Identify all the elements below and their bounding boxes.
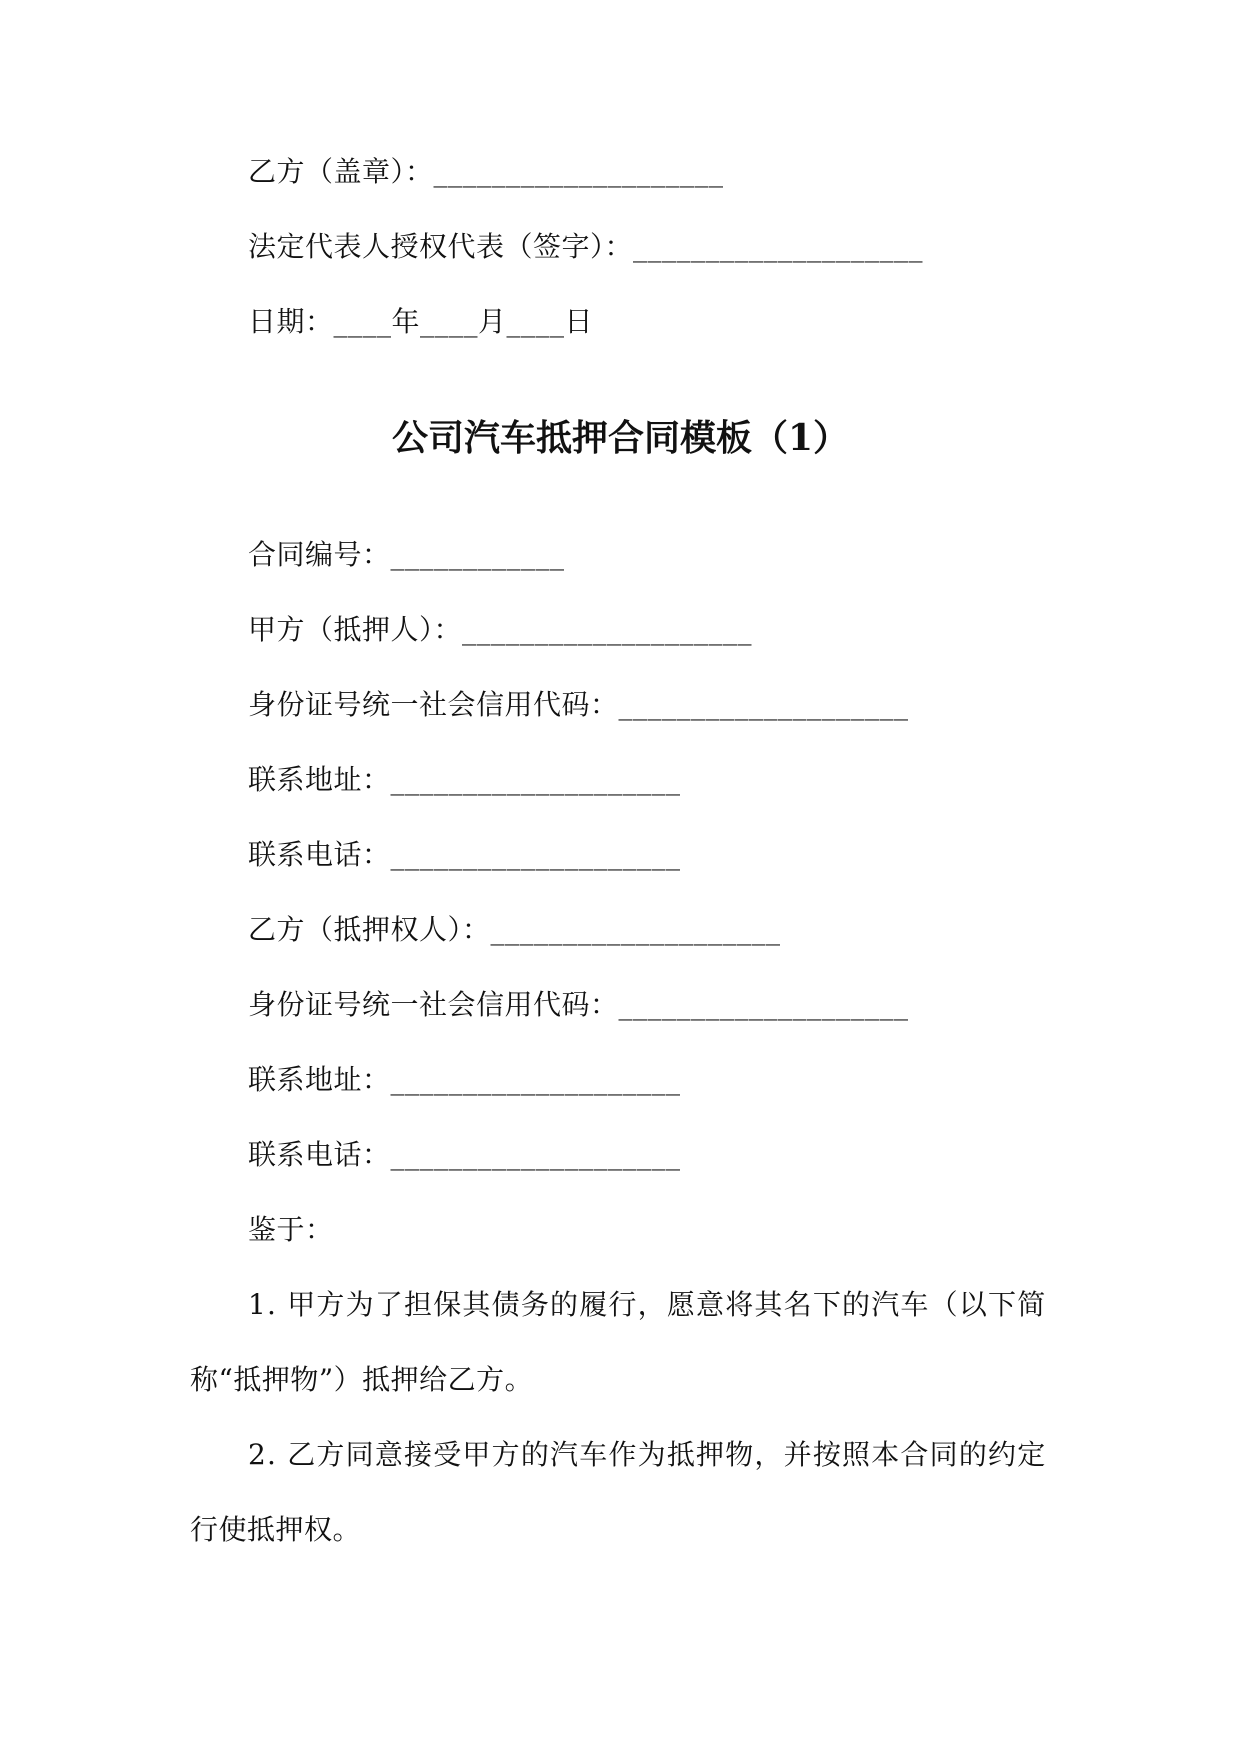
date-line: 日期：____年____月____日 [248, 305, 594, 338]
party-a-line: 甲方（抵押人）：____________________ [248, 613, 753, 646]
party-a-address-line: 联系地址：____________________ [248, 763, 681, 796]
party-b-phone-line: 联系电话：____________________ [248, 1138, 681, 1171]
clause-2-line-1: 2. 乙方同意接受甲方的汽车作为抵押物，并按照本合同的约定 [248, 1438, 1047, 1471]
party-b-address-line: 联系地址：____________________ [248, 1063, 681, 1096]
document-title: 公司汽车抵押合同模板（1） [391, 417, 850, 459]
party-a-phone-line: 联系电话：____________________ [248, 838, 681, 871]
clause-1-line-2: 称“抵押物”）抵押给乙方。 [190, 1363, 534, 1396]
party-b-line: 乙方（抵押权人）：____________________ [248, 913, 781, 946]
clause-2-line-2: 行使抵押权。 [190, 1513, 362, 1546]
party-a-id-line: 身份证号统一社会信用代码：____________________ [248, 688, 909, 721]
contract-number-line: 合同编号：____________ [248, 538, 565, 571]
party-b-seal-line: 乙方（盖章）：____________________ [248, 155, 724, 188]
legal-representative-line: 法定代表人授权代表（签字）：____________________ [248, 230, 924, 263]
party-b-id-line: 身份证号统一社会信用代码：____________________ [248, 988, 909, 1021]
whereas-heading: 鉴于： [248, 1213, 334, 1246]
clause-1-line-1: 1. 甲方为了担保其债务的履行，愿意将其名下的汽车（以下简 [248, 1288, 1047, 1321]
